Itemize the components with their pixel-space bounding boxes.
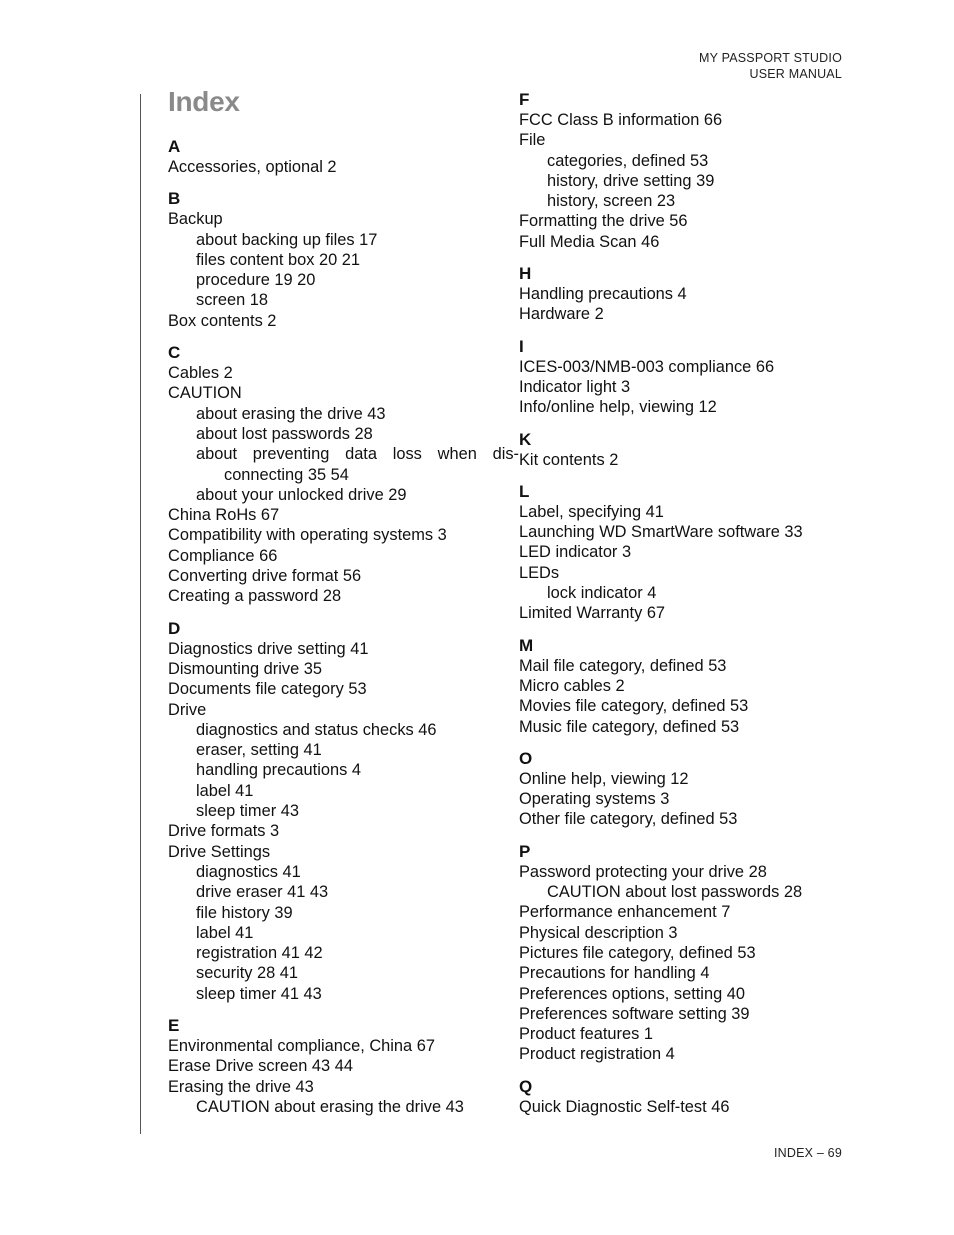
index-subentry: registration 41 42 (196, 944, 323, 963)
index-section-m (519, 635, 849, 737)
section-letter: M (519, 635, 534, 655)
index-section-o (519, 748, 849, 830)
index-entry: Preferences options, setting 40 (519, 984, 745, 1003)
index-subentry: screen 18 (196, 291, 268, 310)
index-entry: Physical description 3 (519, 923, 678, 942)
index-entry: Creating a password 28 (168, 587, 342, 606)
index-subentry: lock indicator 4 (547, 584, 657, 603)
index-subentry: files content box 20 21 (196, 250, 361, 269)
index-section-d (168, 618, 498, 1004)
index-entry: China RoHs 67 (168, 506, 280, 525)
header-product-name: MY PASSPORT STUDIO (699, 51, 842, 65)
index-subentry: procedure 19 20 (196, 271, 316, 290)
index-subentry: about erasing the drive 43 (196, 404, 386, 423)
header-document-type: USER MANUAL (749, 66, 842, 81)
page-title: Index (168, 86, 240, 117)
index-entry: Full Media Scan 46 (519, 232, 660, 251)
index-section-c (168, 342, 519, 607)
section-letter: K (519, 429, 532, 449)
index-section-b (168, 188, 498, 331)
index-entry: Kit contents 2 (519, 450, 619, 469)
index-entry: LED indicator 3 (519, 543, 632, 562)
index-entry: Cables 2 (168, 364, 233, 383)
index-entry: Product features 1 (519, 1025, 653, 1044)
section-letter: Q (519, 1076, 533, 1096)
index-section-h (519, 263, 849, 325)
index-entry: Compliance 66 (168, 546, 278, 565)
index-subentry: security 28 41 (196, 964, 299, 983)
index-subentry: drive eraser 41 43 (196, 883, 329, 902)
index-entry: Performance enhancement 7 (519, 903, 731, 922)
index-entry: Compatibility with operating systems 3 (168, 526, 447, 545)
section-letter: H (519, 264, 532, 284)
index-entry: Converting drive format 56 (168, 567, 362, 586)
index-subentry: about backing up files 17 (196, 230, 378, 249)
index-entry: Diagnostics drive setting 41 (168, 639, 369, 658)
index-entry: Backup (168, 210, 223, 229)
index-entry: Preferences software setting 39 (519, 1004, 750, 1023)
index-subentry: label 41 (196, 923, 254, 942)
index-subentry: diagnostics and status checks 46 (196, 720, 437, 739)
index-entry: Documents file category 53 (168, 680, 367, 699)
index-entry: FCC Class B information 66 (519, 111, 723, 129)
index-entry: Drive (168, 700, 207, 719)
index-entry: LEDs (519, 563, 560, 582)
section-letter: F (519, 90, 530, 109)
index-entry: Drive Settings (168, 842, 271, 861)
index-subentry: label 41 (196, 781, 254, 800)
section-letter: O (519, 748, 533, 768)
index-entry: Micro cables 2 (519, 676, 625, 695)
index-entry: Indicator light 3 (519, 377, 631, 396)
index-entry: Quick Diagnostic Self-test 46 (519, 1097, 730, 1116)
index-subentry: diagnostics 41 (196, 862, 301, 881)
index-entry: Launching WD SmartWare software 33 (519, 523, 803, 542)
index-entry: Music file category, defined 53 (519, 717, 740, 736)
index-entry: Erase Drive screen 43 44 (168, 1057, 353, 1076)
index-section-q (519, 1076, 849, 1117)
index-column-right (519, 89, 849, 1128)
index-subentry: about lost passwords 28 (196, 424, 373, 443)
index-entry: CAUTION (168, 384, 242, 403)
index-entry: Online help, viewing 12 (519, 769, 689, 788)
section-letter: C (168, 343, 181, 363)
index-entry: Label, specifying 41 (519, 502, 664, 521)
section-letter: P (519, 841, 531, 861)
section-letter: I (519, 336, 524, 356)
index-section-a (168, 136, 498, 177)
index-entry: Handling precautions 4 (519, 285, 687, 304)
index-subentry: file history 39 (196, 903, 293, 922)
index-entry: ICES-003/NMB-003 compliance 66 (519, 357, 775, 376)
index-section-l (519, 481, 849, 624)
index-subentry: categories, defined 53 (547, 151, 709, 170)
index-subentry: history, screen 23 (547, 192, 676, 211)
index-entry: Limited Warranty 67 (519, 604, 666, 623)
index-entry: Mail file category, defined 53 (519, 656, 727, 675)
index-entry: Other file category, defined 53 (519, 810, 738, 829)
index-entry: Precautions for handling 4 (519, 964, 710, 983)
index-entry: Password protecting your drive 28 (519, 862, 767, 881)
index-subentry: eraser, setting 41 (196, 741, 322, 760)
index-entry: File (519, 131, 546, 150)
index-subentry: about your unlocked drive 29 (196, 485, 407, 504)
index-subentry: about preventing data loss when dis-connecting 35 54 (196, 445, 519, 484)
index-entry: Pictures file category, defined 53 (519, 943, 756, 962)
index-subentry: handling precautions 4 (196, 761, 361, 780)
index-entry: Erasing the drive 43 (168, 1077, 314, 1096)
index-subentry: history, drive setting 39 (547, 171, 715, 190)
index-entry: Movies file category, defined 53 (519, 697, 749, 716)
running-header (699, 51, 842, 82)
index-column-left (168, 136, 519, 1128)
index-section-f (519, 89, 849, 252)
index-entry: Dismounting drive 35 (168, 659, 322, 678)
index-section-e (168, 1015, 498, 1117)
index-subentry: CAUTION about erasing the drive 43 (196, 1097, 464, 1116)
index-entry: Accessories, optional 2 (168, 158, 337, 176)
page-footer: INDEX – 69 (773, 1146, 842, 1160)
section-letter: B (168, 189, 181, 209)
section-letter: L (519, 481, 530, 501)
index-subentry: sleep timer 43 (196, 802, 299, 821)
index-entry: Hardware 2 (519, 305, 604, 324)
index-entry: Product registration 4 (519, 1045, 675, 1064)
index-entry: Environmental compliance, China 67 (168, 1036, 435, 1055)
index-section-i (519, 336, 849, 418)
index-section-p (519, 841, 849, 1065)
index-entry: Info/online help, viewing 12 (519, 398, 717, 417)
section-letter: D (168, 618, 181, 638)
index-entry: Operating systems 3 (519, 790, 670, 809)
index-subentry: CAUTION about lost passwords 28 (547, 883, 803, 902)
index-subentry: sleep timer 41 43 (196, 984, 322, 1003)
margin-rule (140, 94, 141, 1134)
section-letter: E (168, 1015, 180, 1035)
index-entry: Drive formats 3 (168, 822, 280, 841)
index-section-k (519, 429, 849, 470)
index-entry: Box contents 2 (168, 311, 277, 330)
section-letter: A (168, 137, 181, 156)
index-entry: Formatting the drive 56 (519, 212, 688, 231)
